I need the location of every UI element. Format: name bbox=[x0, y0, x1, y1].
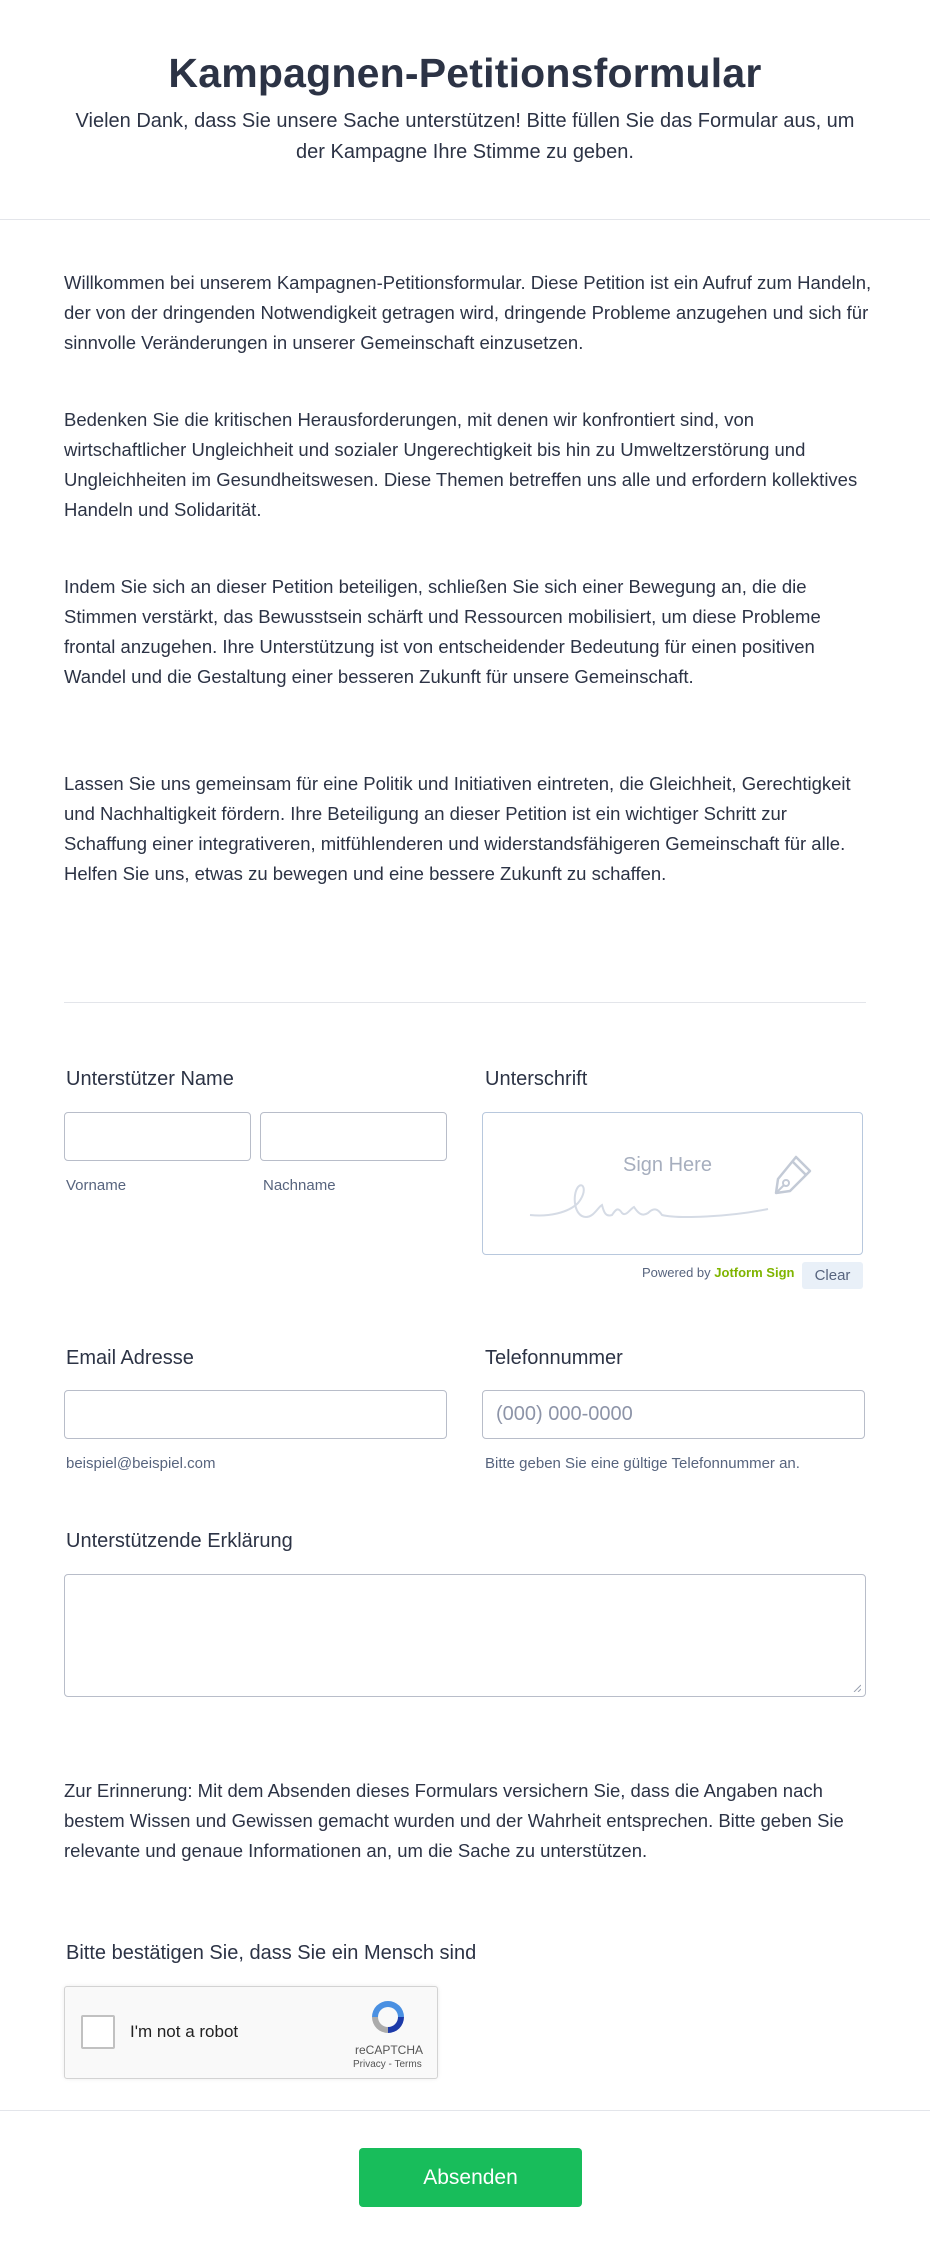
recaptcha-checkbox-label: I'm not a robot bbox=[130, 2022, 239, 2041]
section-divider bbox=[64, 1002, 866, 1003]
first-name-sublabel: Vorname bbox=[66, 1177, 127, 1194]
statement-textarea[interactable] bbox=[64, 1574, 866, 1697]
statement-label: Unterstützende Erklärung bbox=[66, 1530, 293, 1552]
last-name-sublabel: Nachname bbox=[263, 1177, 336, 1194]
clear-signature-button[interactable]: Clear bbox=[802, 1262, 863, 1289]
email-sublabel: beispiel@beispiel.com bbox=[66, 1455, 216, 1472]
submit-button[interactable]: Absenden bbox=[359, 2148, 582, 2207]
page-title: Kampagnen-Petitionsformular bbox=[168, 50, 762, 96]
email-input[interactable] bbox=[64, 1390, 447, 1439]
footer-divider bbox=[0, 2110, 930, 2111]
phone-input[interactable] bbox=[482, 1390, 865, 1439]
jotform-sign-brand: Jotform Sign bbox=[714, 1265, 795, 1280]
recaptcha-brand: reCAPTCHA bbox=[355, 2043, 424, 2057]
page-subtitle: Vielen Dank, dass Sie unsere Sache unterstützen! Bitte füllen Sie das Formular aus, um der Kampagne Ihre Stimme zu geben. bbox=[75, 110, 855, 163]
signature-placeholder: Sign Here bbox=[623, 1154, 712, 1176]
phone-sublabel: Bitte geben Sie eine gültige Telefonnummer an. bbox=[485, 1455, 800, 1472]
signature-pad[interactable] bbox=[482, 1112, 863, 1255]
intro-paragraph: Willkommen bei unserem Kampagnen-Petitionsformular. Diese Petition ist ein Aufruf zum Handeln, der von der dringenden Notwendigkeit getragen wird, dringende Probleme anzugehen und sich für sinnvolle Veränderungen in unserer Gemeinschaft einzusetzen. bbox=[64, 272, 872, 353]
pen-icon bbox=[766, 1153, 814, 1201]
name-label: Unterstützer Name bbox=[66, 1068, 234, 1090]
recaptcha-widget bbox=[64, 1986, 438, 2079]
powered-by-text: Powered by Jotform Sign bbox=[642, 1265, 795, 1280]
reminder-text: Zur Erinnerung: Mit dem Absenden dieses Formulars versichern Sie, dass die Angaben nach bestem Wissen und Gewissen gemacht wurden und der Wahrheit entsprechen. Bitte geben Sie relevante und genaue Informationen an, um die Sache zu unterstützen. bbox=[64, 1780, 844, 1861]
resize-handle-icon[interactable] bbox=[853, 1684, 861, 1692]
phone-label: Telefonnummer bbox=[485, 1347, 623, 1369]
first-name-input[interactable] bbox=[64, 1112, 251, 1161]
last-name-input[interactable] bbox=[260, 1112, 447, 1161]
recaptcha-terms-link[interactable]: Privacy - Terms bbox=[353, 2059, 422, 2070]
intro-paragraph: Lassen Sie uns gemeinsam für eine Politik und Initiativen eintreten, die Gleichheit, Gerechtigkeit und Nachhaltigkeit fördern. Ihre Beteiligung an dieser Petition ist ein wichtiger Schritt zur Schaffung einer integrativeren, mitfühlenderen und widerstandsfähigeren Gemeinschaft für alle. Helfen Sie uns, etwas zu bewegen und eine bessere Zukunft zu schaffen. bbox=[64, 773, 851, 884]
signature-label: Unterschrift bbox=[485, 1068, 588, 1090]
captcha-label: Bitte bestätigen Sie, dass Sie ein Mensch sind bbox=[66, 1942, 477, 1964]
recaptcha-logo-icon bbox=[368, 1997, 408, 2037]
email-label: Email Adresse bbox=[66, 1347, 194, 1369]
intro-paragraph: Bedenken Sie die kritischen Herausforderungen, mit denen wir konfrontiert sind, von wirtschaftlicher Ungleichheit und sozialer Ungerechtigkeit bis hin zu Umweltzerstörung und Ungleichheiten im Gesundheitswesen. Diese Themen betreffen uns alle und erfordern kollektives Handeln und Solidarität. bbox=[64, 409, 858, 520]
recaptcha-checkbox[interactable] bbox=[81, 2015, 115, 2049]
form-header bbox=[0, 0, 930, 220]
phone-placeholder: (000) 000-0000 bbox=[496, 1403, 633, 1425]
intro-paragraph: Indem Sie sich an dieser Petition beteiligen, schließen Sie sich einer Bewegung an, die die Stimmen verstärkt, das Bewusstsein schärft und Ressourcen mobilisiert, um diese Probleme frontal anzugehen. Ihre Unterstützung ist von entscheidender Bedeutung für einen positiven Wandel und die Gestaltung einer besseren Zukunft für unsere Gemeinschaft. bbox=[64, 576, 821, 687]
